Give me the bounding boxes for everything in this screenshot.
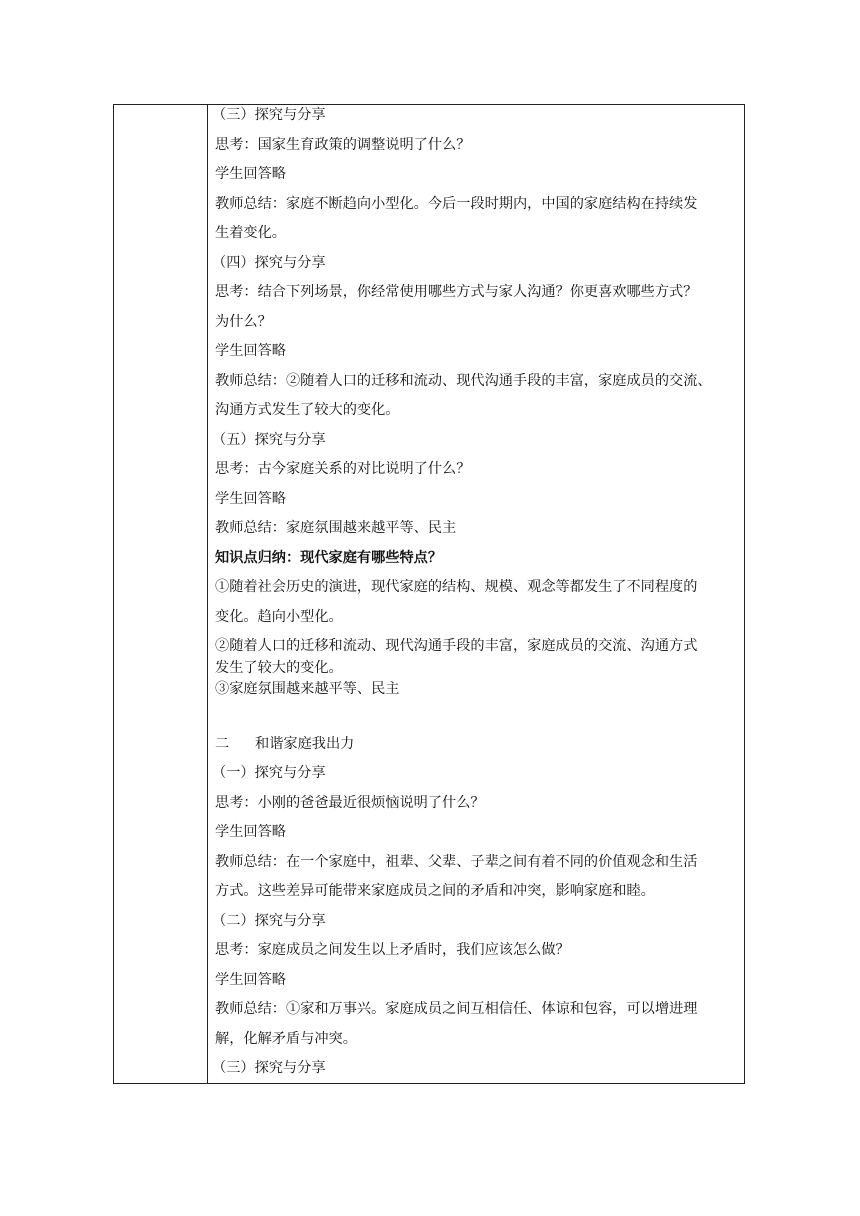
left-column bbox=[114, 105, 208, 1083]
heading-explore-1: （一）探究与分享 bbox=[212, 765, 326, 781]
summary-line-cont: 方式。这些差异可能带来家庭成员之间的矛盾和冲突，影响家庭和睦。 bbox=[215, 883, 655, 899]
question-line: 思考：家庭成员之间发生以上矛盾时，我们应该怎么做？ bbox=[215, 942, 570, 958]
question-line: 思考：国家生育政策的调整说明了什么？ bbox=[215, 137, 471, 153]
knowledge-point-2: ②随着人口的迁移和流动、现代沟通手段的丰富，家庭成员的交流、沟通方式 bbox=[215, 638, 698, 654]
knowledge-point-1-cont: 变化。趋向小型化。 bbox=[215, 609, 343, 625]
answer-line: 学生回答略 bbox=[215, 343, 286, 359]
summary-line: 教师总结：家庭不断趋向小型化。今后一段时期内，中国的家庭结构在持续发 bbox=[215, 196, 698, 212]
summary-line: 教师总结：①家和万事兴。家庭成员之间互相信任、体谅和包容，可以增进理 bbox=[215, 1001, 698, 1017]
section-title: 和谐家庭我出力 bbox=[255, 736, 355, 752]
knowledge-point-1: ①随着社会历史的演进，现代家庭的结构、规模、观念等都发生了不同程度的 bbox=[215, 579, 698, 595]
lesson-table bbox=[113, 104, 745, 1084]
answer-line: 学生回答略 bbox=[215, 824, 286, 840]
heading-explore-4: （四）探究与分享 bbox=[212, 255, 326, 271]
answer-line: 学生回答略 bbox=[215, 166, 286, 182]
question-line-cont: 为什么？ bbox=[215, 314, 272, 330]
knowledge-point-2-cont: 发生了较大的变化。 bbox=[215, 660, 343, 676]
section-heading bbox=[215, 734, 354, 754]
knowledge-summary-title: 知识点归纳：现代家庭有哪些特点？ bbox=[215, 550, 443, 566]
summary-line-cont: 解，化解矛盾与冲突。 bbox=[215, 1031, 357, 1047]
summary-line-cont: 生着变化。 bbox=[215, 225, 286, 241]
question-line: 思考：结合下列场景，你经常使用哪些方式与家人沟通？你更喜欢哪些方式？ bbox=[215, 284, 698, 300]
content-column bbox=[208, 105, 744, 1083]
summary-line: 教师总结：家庭氛围越来越平等、民主 bbox=[215, 520, 457, 536]
heading-explore-3: （三）探究与分享 bbox=[212, 107, 326, 123]
answer-line: 学生回答略 bbox=[215, 491, 286, 507]
heading-explore-2: （二）探究与分享 bbox=[212, 913, 326, 929]
summary-line-cont: 沟通方式发生了较大的变化。 bbox=[215, 402, 400, 418]
summary-line: 教师总结：②随着人口的迁移和流动、现代沟通手段的丰富，家庭成员的交流、 bbox=[215, 373, 712, 389]
knowledge-point-3: ③家庭氛围越来越平等、民主 bbox=[215, 681, 400, 697]
question-line: 思考：小刚的爸爸最近很烦恼说明了什么？ bbox=[215, 795, 485, 811]
section-number: 二 bbox=[215, 736, 230, 752]
answer-line: 学生回答略 bbox=[215, 972, 286, 988]
question-line: 思考：古今家庭关系的对比说明了什么？ bbox=[215, 461, 471, 477]
summary-line: 教师总结：在一个家庭中，祖辈、父辈、子辈之间有着不同的价值观念和生活 bbox=[215, 854, 698, 870]
heading-explore-5: （五）探究与分享 bbox=[212, 432, 326, 448]
heading-explore-3b: （三）探究与分享 bbox=[212, 1060, 326, 1076]
